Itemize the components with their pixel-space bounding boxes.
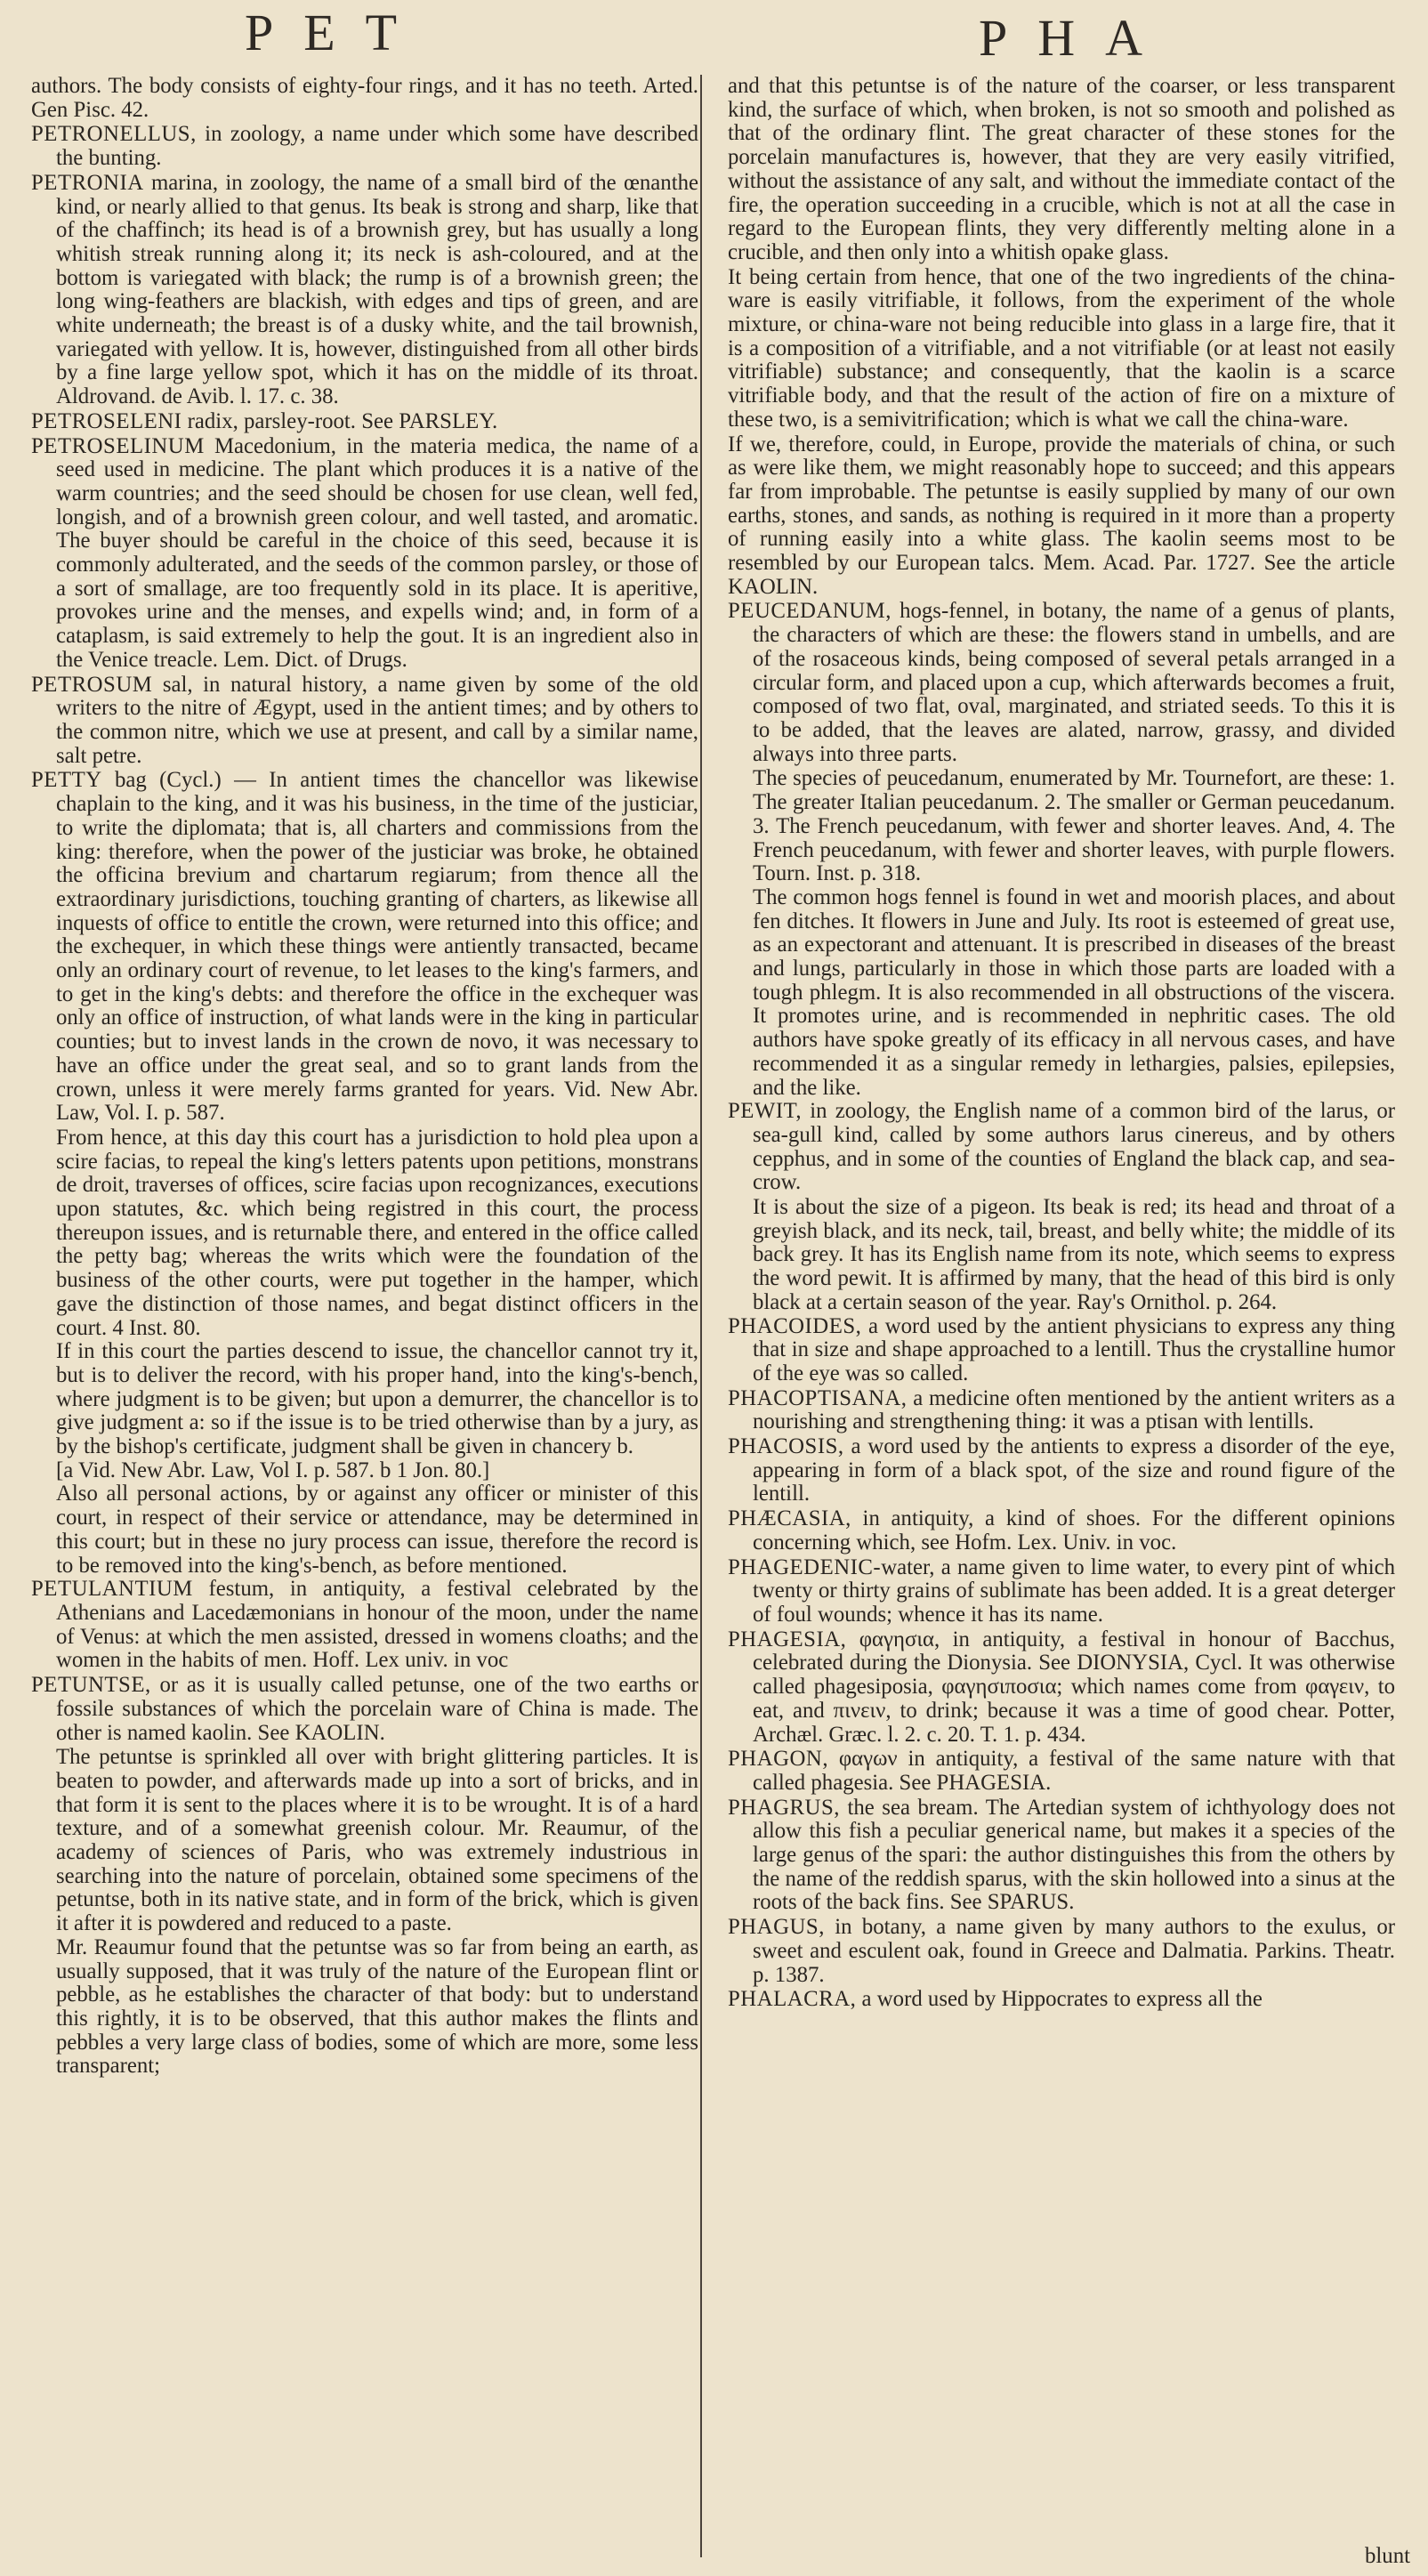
entry-paragraph: Also all personal actions, by or against any officer or minister of this court, in respect of their service or attendance, may be determined in this court; but in these no jury process can issue, therefore the record is to be removed into the king's-bench, as before mentioned. bbox=[56, 1482, 698, 1578]
entry-text: in zoology, the English name of a common bird of the larus, or sea-gull kind, called by some authors larus cinereus, and by others cepphus, and in some of the counties of England the black cap, and sea-crow. bbox=[753, 1099, 1395, 1195]
entry-text: the sea bream. The Artedian system of ichthyology does not allow this fish a peculiar generical name, but makes it a species of the large genus of the spari: the author distinguishes this from the others by the name of the reddish sparus, with the skin hollowed into a sinus at the roots of the back fins. See SPARUS. bbox=[753, 1795, 1395, 1915]
entry-headword: PEWIT, bbox=[728, 1099, 803, 1124]
entry-headword: PHALACRA, bbox=[728, 1987, 857, 2012]
dictionary-entry bbox=[31, 435, 698, 673]
entry-headword: PETULANTIUM bbox=[31, 1577, 193, 1602]
entry-text: radix, parsley-root. See PARSLEY. bbox=[182, 408, 498, 433]
running-head-left: PET bbox=[245, 4, 428, 61]
entry-text: a word used by Hippocrates to express all the bbox=[856, 1987, 1263, 2012]
entry-headword: PHACOPTISANA, bbox=[728, 1385, 908, 1410]
dictionary-entry bbox=[31, 410, 698, 434]
entry-text: φαγησια, in antiquity, a festival in honour of Bacchus, celebrated during the Dionysia. See DIONYSIA, Cycl. It was otherwise called phagesiposia, φαγησιποσια; which names come from φαγειν, to eat, and πινειν, to drink; because it was a time of good chear. Potter, Archæl. Græc. l. 2. c. 20. T. 1. p. 434. bbox=[753, 1627, 1395, 1747]
entry-headword: PHAGESIA, bbox=[728, 1627, 847, 1651]
entry-text: or as it is usually called petunse, one of the two earths or fossile substances of which the porcelain ware of China is made. The other is named kaolin. See KAOLIN. bbox=[56, 1673, 698, 1745]
dictionary-entry bbox=[728, 1315, 1395, 1386]
entry-text: festum, in antiquity, a festival celebrated by the Athenians and Lacedæmonians in honour of the moon, under the name of Venus: at which the men assisted, dressed in womens cloaths; and the women in the habits of men. Hoff. Lex univ. in voc bbox=[56, 1577, 698, 1673]
catchword: blunt bbox=[1365, 2544, 1410, 2568]
entry-headword: PETRONIA bbox=[31, 170, 144, 195]
continued-text: If we, therefore, could, in Europe, provide the materials of china, or such as were like them, we might reasonably hope to succeed; and this appears far from improbable. The petuntse is easily supplied by many of our own earths, stones, and sands, as nothing is required in it more than a property of running easily into a white glass. The kaolin seems most to be resembled by our European talcs. Mem. Acad. Par. 1727. See the article KAOLIN. bbox=[728, 432, 1395, 599]
entry-paragraph: If in this court the parties descend to issue, the chancellor cannot try it, but is to deliver the record, with his proper hand, into the king's-bench, where judgment is to be given; but upon a demurrer, the chancellor is to give judgment a: so if the issue is to be tried otherwise than by a jury, as by the bishop's certificate, judgment shall be given in chancery b. bbox=[56, 1339, 698, 1459]
dictionary-entry bbox=[31, 1578, 698, 1673]
entry-headword: PHAGRUS, bbox=[728, 1795, 840, 1820]
dictionary-entry bbox=[31, 1674, 698, 1745]
dictionary-entry bbox=[728, 1748, 1395, 1795]
entry-paragraph: It is about the size of a pigeon. Its beak is red; its head and throat of a greyish black, and its neck, tail, breast, and belly white; the middle of its back grey. It has its English name from its note, which seems to express the word pewit. It is affirmed by many, that the head of this bird is only black at a certain season of the year. Ray's Ornithol. p. 264. bbox=[753, 1195, 1395, 1314]
entry-text: sal, in natural history, a name given by some of the old writers to the nitre of Ægypt, used in the antient times; and by others to the common nitre, which we use at present, and call by a similar name, salt petre. bbox=[56, 672, 698, 768]
entry-headword: PETROSUM bbox=[31, 672, 153, 697]
entry-headword: PETROSELENI bbox=[31, 408, 182, 433]
dictionary-entry bbox=[31, 123, 698, 170]
continued-text: It being certain from hence, that one of the two ingredients of the china-ware is easily vitrifiable, it follows, from the experiment of the whole mixture, or china-ware not being reducible into glass in a large fire, that it is a composition of a vitrifiable, and a not vitrifiable (or at least not easily vitrifiable) substance; and consequently, that the kaolin is a scarce vitrifiable body, and that the result of the action of fire on a mixture of these two, is a semivitrification; which is what we call the china-ware. bbox=[728, 264, 1395, 432]
dictionary-entry bbox=[31, 172, 698, 409]
dictionary-entry bbox=[728, 1556, 1395, 1627]
running-head-right: PHA bbox=[979, 9, 1174, 67]
entry-text: Macedonium, in the materia medica, the name of a seed used in medicine. The plant which produces it is a native of the warm countries; and the seed should be chosen for use clean, well fed, longish, and of a brownish green colour, and well tasted, and aromatic. The buyer should be careful in the choice of this seed, because it is commonly adulterated, and the seeds of the common parsley, or those of a sort of smallage, are too frequently sold in its place. It is aperitive, provokes urine and the menses, and expells wind; and, in form of a cataplasm, is said extremely to help the gout. It is an ingredient also in the Venice treacle. Lem. Dict. of Drugs. bbox=[56, 433, 698, 672]
entry-headword: PHAGUS, bbox=[728, 1915, 825, 1940]
entry-text: hogs-fennel, in botany, the name of a genus of plants, the characters of which are these: the flowers stand in umbells, and are of the rosaceous kinds, being composed of several petals arranged in a circular form, and placed upon a cup, which afterwards becomes a fruit, composed of two flat, oval, marginated, and striated seeds. To this it is to be added, that the leaves are alated, narrow, grassy, and divided always into three parts. bbox=[753, 599, 1395, 766]
entry-headword: PEUCEDANUM, bbox=[728, 599, 891, 624]
entry-text: in zoology, a name under which some have described the bunting. bbox=[56, 122, 698, 171]
entry-headword: PETTY bbox=[31, 768, 102, 793]
entry-paragraph: The species of peucedanum, enumerated by Mr. Tournefort, are these: 1. The greater Italian peucedanum. 2. The smaller or German peucedanum. 3. The French peucedanum, with fewer and shorter leaves. And, 4. The French peucedanum, with fewer and shorter leaves, with purple flowers. Tourn. Inst. p. 318. bbox=[753, 766, 1395, 886]
entry-headword: PHACOIDES, bbox=[728, 1313, 862, 1338]
dictionary-entry bbox=[728, 1797, 1395, 1916]
entry-headword: PETUNTSE, bbox=[31, 1673, 151, 1698]
left-column bbox=[31, 75, 698, 2079]
entry-headword: PHAGON, bbox=[728, 1747, 829, 1772]
dictionary-entry bbox=[31, 674, 698, 769]
right-column bbox=[728, 75, 1395, 2013]
entry-paragraph: The common hogs fennel is found in wet and moorish places, and about fen ditches. It flowers in June and July. Its root is esteemed of great use, as an expectorant and attenuant. It is prescribed in diseases of the breast and lungs, particularly in those in which those parts are loaded with a tough phlegm. It is also recommended in all obstructions of the viscera. It promotes urine, and is recommended in nephritic cases. The old authors have spoke greatly of its efficacy in all nervous cases, and have recommended it as a singular remedy in lethargies, palsies, epilepsies, and the like. bbox=[753, 884, 1395, 1100]
dictionary-entry bbox=[728, 600, 1395, 766]
entry-text: bag (Cycl.) — In antient times the chancellor was likewise chaplain to the king, and it was his business, in the time of the justiciar, to write the diplomata; that is, all charters and commissions from the king: therefore, when the power of the justiciar was broke, he obtained the officina brevium and chartarum regiarum; from thence all the extraordinary jurisdictions, touching granting of charters, as likewise all inquests of office to entitle the crown, were returned into this office; and the exchequer, in which these things were antiently transacted, became only an ordinary court of revenue, to let leases to the king's farmers, and to get in the king's debts: and therefore the office in the exchequer was only an office of instruction, of what lands were in the king in particular counties; but to invest lands in the crown de novo, it was necessary to have an office under the great seal, and so to grant lands from the crown, unless it were merely farms granted for years. Vid. New Abr. Law, Vol. I. p. 587. bbox=[56, 768, 698, 1126]
dictionary-entry bbox=[728, 1988, 1395, 2012]
entry-headword: PETRONELLUS, bbox=[31, 122, 197, 147]
dictionary-entry bbox=[31, 769, 698, 1126]
entry-text: a word used by the antients to express a disorder of the eye, appearing in form of a black spot, of the size and round figure of the lentill. bbox=[753, 1434, 1395, 1506]
column-divider bbox=[700, 75, 702, 2557]
entry-text: a word used by the antient physicians to express any thing that in size and shape approached to a lentill. Thus the crystalline humor of the eye was so called. bbox=[753, 1313, 1395, 1385]
entry-paragraph: From hence, at this day this court has a jurisdiction to hold plea upon a scire facias, to repeal the king's letters patents upon petitions, monstrans de droit, traverses of offices, scire facias upon recognizances, executions upon statutes, &c. which being registred in this court, the process thereupon issues, and is returnable there, and entered in the office called the petty bag; whereas the writs which were the foundation of the business of the other courts, were put together in the hamper, which gave the distinction of those names, and begat distinct officers in the court. 4 Inst. 80. bbox=[56, 1125, 698, 1340]
dictionary-entry bbox=[728, 1435, 1395, 1506]
entry-headword: PETROSELINUM bbox=[31, 433, 205, 458]
continued-text: authors. The body consists of eighty-four rings, and it has no teeth. Arted. Gen Pisc. 42. bbox=[31, 74, 698, 122]
dictionary-entry bbox=[728, 1100, 1395, 1195]
entry-text: in botany, a name given by many authors to the exulus, or sweet and esculent oak, found in Greece and Dalmatia. Parkins. Theatr. p. 1387. bbox=[753, 1915, 1395, 1987]
continued-text: and that this petuntse is of the nature of the coarser, or less transparent kind, the surface of which, when broken, is not so smooth and polished as that of the ordinary flint. The great character of these stones for the porcelain manufactures is, however, that they are very easily vitrified, without the assistance of any salt, and without the immediate contact of the fire, the operation succeeding in a crucible, which is not at all the case in regard to the European flints, they very differently melting alone in a crucible, and then only into a whitish opake glass. bbox=[728, 74, 1395, 264]
entry-text: marina, in zoology, the name of a small bird of the œnanthe kind, or nearly allied to that genus. Its beak is strong and sharp, like that of the chaffinch; its head is of a brownish grey, but has usually a long whitish streak running along it; its neck is ash-coloured, and at the bottom is variegated with black; the rump is of a brownish green; the long wing-feathers are blackish, with edges and tips of green, and are white underneath; the breast is of a dusky white, and the tail brownish, variegated with yellow. It is, however, distinguished from all other birds by a fine large yellow spot, which it has on the middle of its throat. Aldrovand. de Avib. l. 17. c. 38. bbox=[56, 170, 698, 409]
dictionary-entry bbox=[728, 1916, 1395, 1987]
entry-text: a medicine often mentioned by the antient writers as a nourishing and strengthening thing: it was a ptisan with lentills. bbox=[753, 1385, 1395, 1434]
dictionary-entry bbox=[728, 1507, 1395, 1554]
entry-headword: PHÆCASIA, bbox=[728, 1506, 851, 1531]
entry-paragraph: Mr. Reaumur found that the petuntse was so far from being an earth, as usually supposed, that it was truly of the nature of the European flint or pebble, as he establishes the character of that body: but to understand this rightly, it is to be observed, that this author makes the flints and pebbles a very large class of bodies, some of which are more, some less transparent; bbox=[56, 1934, 698, 2079]
entry-headword: PHAGEDENIC- bbox=[728, 1554, 882, 1579]
entry-paragraph: The petuntse is sprinkled all over with bright glittering particles. It is beaten to powder, and afterwards made up into a sort of bricks, and in that form it is sent to the places where it is to be wrought. It is of a hard texture, and of a somewhat greenish colour. Mr. Reaumur, of the academy of sciences of Paris, who was extremely industrious in searching into the nature of porcelain, obtained some specimens of the petuntse, both in its native state, and in form of the brick, which is given it after it is powdered and reduced to a paste. bbox=[56, 1745, 698, 1936]
entry-text: φαγων in antiquity, a festival of the same nature with that called phagesia. See PHAGESIA. bbox=[753, 1747, 1395, 1795]
entry-headword: PHACOSIS, bbox=[728, 1434, 844, 1459]
entry-paragraph: [a Vid. New Abr. Law, Vol I. p. 587. b 1 Jon. 80.] bbox=[56, 1458, 490, 1482]
dictionary-entry bbox=[728, 1628, 1395, 1748]
entry-text: in antiquity, a kind of shoes. For the different opinions concerning which, see Hofm. Lex. Univ. in voc. bbox=[753, 1506, 1395, 1554]
dictionary-entry bbox=[728, 1387, 1395, 1434]
entry-text: water, a name given to lime water, to every pint of which twenty or thirty grains of sublimate has been added. It is a great deterger of foul wounds; whence it has its name. bbox=[753, 1554, 1395, 1627]
